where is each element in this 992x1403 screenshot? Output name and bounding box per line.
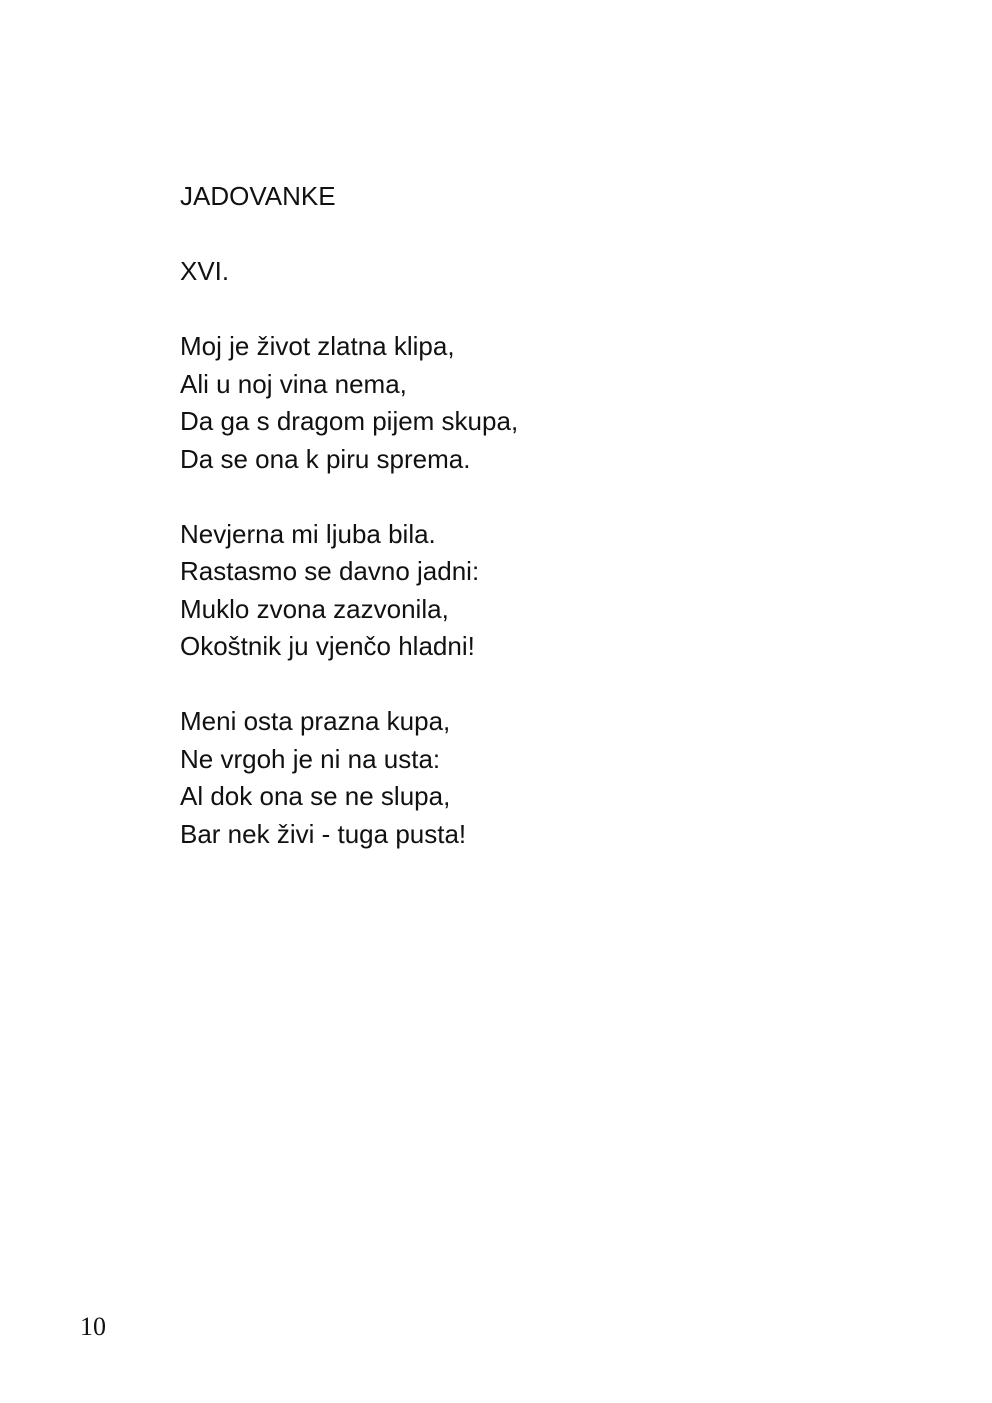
verse-line: Nevjerna mi ljuba bila. [180,518,436,549]
page-number: 10 [80,1312,106,1341]
verse-line: Muklo zvona zazvonila, [180,593,449,624]
poem [180,178,880,853]
verse-line: Al dok ona se ne slupa, [180,781,451,811]
verse-line: Moj je život zlatna klipa, [180,331,455,361]
verse-line: Bar nek živi - tuga pusta! [180,818,467,849]
stanza-1 [180,328,880,478]
verse-line: Ali u noj vina nema, [180,368,407,399]
poem-section-numeral: XVI. [180,256,230,286]
verse-line: Okoštnik ju vjenčo hladni! [180,631,475,661]
verse-line: Ne vrgoh je ni na usta: [180,743,441,774]
verse-line: Meni osta prazna kupa, [180,706,451,736]
stanza-3 [180,703,880,853]
verse-line: Da se ona k piru sprema. [180,443,471,474]
poem-title: JADOVANKE [180,181,336,211]
verse-line: Rastasmo se davno jadni: [180,556,480,586]
verse-line: Da ga s dragom pijem skupa, [180,406,519,436]
stanza-2 [180,516,880,666]
